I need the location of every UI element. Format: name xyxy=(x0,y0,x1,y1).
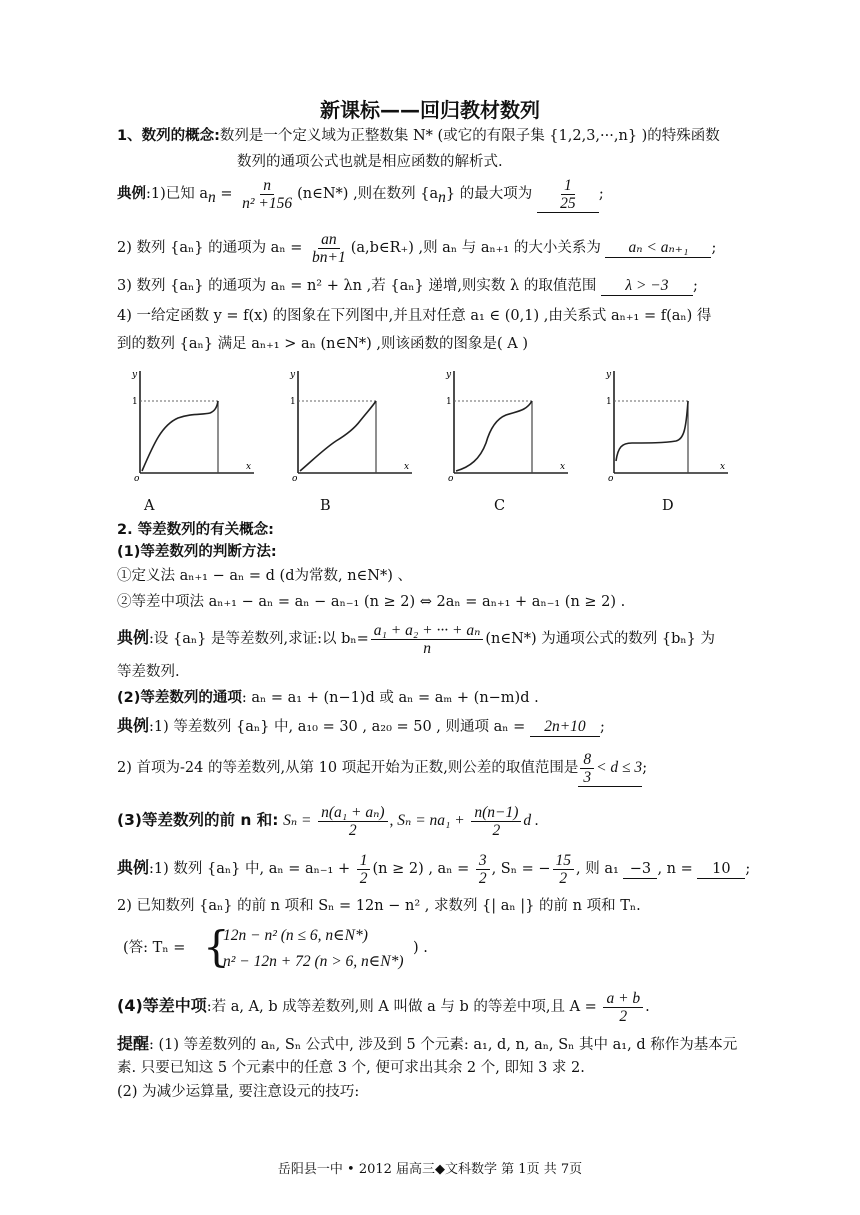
s1-line1 xyxy=(117,126,810,146)
graph-b-one-label: 1 xyxy=(290,397,296,407)
ex3-q2: 2) 已知数列 {aₙ} 的前 n 项和 Sₙ = 12n − n² , 求数列 {| aₙ |} 的前 n 项和 Tₙ. xyxy=(117,898,641,914)
s2-def2: ②等差中项法 aₙ₊₁ − aₙ = aₙ − aₙ₋₁ (n ≥ 2) ⇔ 2aₙ = aₙ₊₁ + aₙ₋₁ (n ≥ 2) . xyxy=(117,594,626,610)
s4-f2-den: 2 xyxy=(492,821,501,839)
graph-b xyxy=(284,363,414,483)
s3-ex-q1-text: :1) 等差数列 {aₙ} 中, a₁₀ = 30 , a₂₀ = 50 , 则通项 aₙ = xyxy=(149,719,526,735)
ex3-half-den: 2 xyxy=(359,869,368,887)
tip-line3: (2) 为减少运算量, 要注意设元的技巧: xyxy=(117,1084,360,1100)
ex3-ans-pre: (答: Tₙ = xyxy=(123,940,186,956)
s4-f1-num: n(a₁ + aₙ) xyxy=(318,804,387,822)
ex3-q1: 典例:1) 数列 {aₙ} 中, aₙ = aₙ₋₁ + $\frac{1}{2}$ (n ≥ 2) , aₙ = $\frac{3}{2}$ , Sₙ = − $\frac{15}{2}$ , 则 a₁ −3 , n = 10 ; xyxy=(117,851,751,887)
ex1-q1-post2: } 的最大项为 xyxy=(445,186,533,202)
s5-sub4: (4)等差中项 xyxy=(117,996,207,1015)
s4-f2: , Sₙ = na₁ + xyxy=(389,812,465,829)
graph-a-label: A xyxy=(144,498,155,514)
graph-c xyxy=(440,363,570,483)
ex3-half-num: 1 xyxy=(357,852,371,870)
s5-frac xyxy=(603,990,643,1025)
tip-text1: : (1) 等差数列的 aₙ, Sₙ 公式中, 涉及到 5 个元素: a₁, d, n, aₙ, Sₙ 其中 a₁, d 称作为基本元 xyxy=(149,1037,738,1053)
s5-line: (4)等差中项:若 a, A, b 成等差数列,则 A 叫做 a 与 b 的等差中项,且 A = $\frac{a + b}{2}$ . xyxy=(117,989,650,1025)
ex3-half xyxy=(357,852,371,887)
ex2-post: (n∈N*) 为通项公式的数列 {bₙ} 为 xyxy=(485,631,716,647)
ex3-case2: n² − 12n + 72 (n > 6, n∈N*) xyxy=(223,953,404,970)
ex3-e-frac xyxy=(553,852,575,887)
tip-line1 xyxy=(117,1034,810,1055)
s3-ex-q2-text: 2) 首项为-24 的等差数列,从第 10 项起开始为正数,则公差的取值范围是 xyxy=(117,760,579,776)
ex3-c-frac xyxy=(476,852,490,887)
s3-ex-label: 典例 xyxy=(117,716,150,735)
s5-num: a + b xyxy=(603,990,643,1008)
tip-label: 提醒 xyxy=(117,1034,150,1053)
graph-b-y-label: y xyxy=(290,370,296,380)
page-title: 新课标——回归教材数列 xyxy=(320,98,540,122)
ex1-q2-answer: aₙ < aₙ₊₁ xyxy=(605,239,711,258)
s4-f2-num: n(n−1) xyxy=(471,804,521,822)
graph-d-one-label: 1 xyxy=(606,397,612,407)
s1-text1: 数列是一个定义域为正整数集 N* (或它的有限子集 {1,2,3,···,n} )的特殊函数 xyxy=(219,128,720,144)
ex3-c-num: 3 xyxy=(476,852,490,870)
ex3-e-den: 2 xyxy=(559,869,568,887)
s3-sub2-text: : aₙ = a₁ + (n−1)d 或 aₙ = aₘ + (n−m)d . xyxy=(241,690,539,706)
ex1-q2-frac xyxy=(309,231,349,266)
ex1-q3-answer: λ > −3 xyxy=(601,277,693,296)
ex1-q2-post: (a,b∈R₊) ,则 aₙ 与 aₙ₊₁ 的大小关系为 xyxy=(350,240,601,256)
s1-text2: 数列的通项公式也就是相应函数的解析式. xyxy=(237,154,503,170)
ex3-e-num: 15 xyxy=(553,852,575,870)
s3-ex-q1-answer: 2n+10 xyxy=(530,718,600,737)
s3-sub2-line xyxy=(117,688,810,708)
ex3-q1-g: , n = xyxy=(657,861,693,877)
s3-sub2: (2)等差数列的通项 xyxy=(117,690,242,706)
ex1-q2-pre: 2) 数列 {aₙ} 的通项为 aₙ = xyxy=(117,240,303,256)
ex1-q3: 3) 数列 {aₙ} 的通项为 aₙ = n² + λn ,若 {aₙ} 递增,则实数 λ 的取值范围 λ > −3 ; xyxy=(117,277,698,294)
ex3-answer-2: 10 xyxy=(697,860,745,879)
ex3-brace: { xyxy=(203,922,230,971)
s3-ex-q2-num: 8 xyxy=(580,751,594,769)
graph-c-origin-label: o xyxy=(448,474,454,483)
graph-d-y-label: y xyxy=(606,370,612,380)
ex1-q4-line2: 到的数列 {aₙ} 满足 aₙ₊₁ > aₙ (n∈N*) ,则该函数的图象是( A ) xyxy=(117,336,529,352)
graph-a-curve xyxy=(142,401,218,471)
s4-line xyxy=(117,798,810,843)
ex3-c-den: 2 xyxy=(478,869,487,887)
s4-f1: Sₙ = xyxy=(283,812,312,829)
graph-d-x-label: x xyxy=(720,462,726,472)
ex3-q1-a: :1) 数列 {aₙ} 中, aₙ = aₙ₋₁ + xyxy=(149,861,351,877)
s4-f2-frac xyxy=(471,804,521,839)
ex2-num: a₁ + a₂ + ··· + aₙ xyxy=(371,622,484,640)
ex1-q1: 典例:1)已知 $a_n$ = $\frac{n}{\text{n² +156}}$ (n∈N*) ,则在数列 $\{a_n\}$ 的最大项为 $\frac{1}{25}$ ; xyxy=(117,176,604,212)
ex1-q2-den: bn+1 xyxy=(311,248,346,266)
ex3-answer-1: −3 xyxy=(623,860,657,879)
ex1-q1-pre: :1)已知 a xyxy=(146,186,209,202)
ex3-q1-b: (n ≥ 2) , aₙ = xyxy=(372,861,470,877)
graph-a-origin-label: o xyxy=(134,474,140,483)
ex2-line2: 等差数列. xyxy=(117,664,180,680)
ex1-q1-post: (n∈N*) ,则在数列 {a xyxy=(297,186,439,202)
ex3-q1-d: , Sₙ = − xyxy=(491,861,551,877)
graph-d-label: D xyxy=(662,498,674,514)
graph-b-label: B xyxy=(320,498,331,514)
graph-c-curve xyxy=(456,401,532,471)
ex3-case1: 12n − n² (n ≤ 6, n∈N*) xyxy=(223,927,368,944)
ex1-label: 典例 xyxy=(117,186,146,202)
ex1-q2-num: an xyxy=(318,231,340,249)
graph-b-origin-label: o xyxy=(292,474,298,483)
ex1-q1-ans-den: 25 xyxy=(560,194,576,212)
s4-f1-den: 2 xyxy=(348,821,357,839)
graph-a xyxy=(126,363,256,483)
graph-c-label: C xyxy=(494,498,506,514)
s2-def1: ①定义法 aₙ₊₁ − aₙ = d (d为常数, n∈N*) 、 xyxy=(117,568,412,584)
ex3-answer-line xyxy=(117,924,810,974)
s4-f1-frac xyxy=(318,804,387,839)
ex2-pre: :设 {aₙ} 是等差数列,求证:以 bₙ= xyxy=(149,631,369,647)
graph-d-origin-label: o xyxy=(608,474,614,483)
ex2-den: n xyxy=(423,639,431,657)
ex1-q1-ans-num: 1 xyxy=(561,177,575,195)
s4-f2-post: d . xyxy=(523,812,539,829)
ex2-line1 xyxy=(117,618,810,659)
graph-b-curve xyxy=(300,401,376,471)
ex1-q1-answer xyxy=(537,177,599,213)
ex1-q1-num: n xyxy=(260,177,274,195)
s5-den: 2 xyxy=(619,1007,628,1025)
s3-ex-q2-answer xyxy=(578,751,642,787)
ex1-q1-frac xyxy=(239,177,295,212)
graph-a-y-label: y xyxy=(132,370,138,380)
graph-a-x-label: x xyxy=(246,462,252,472)
graph-d-curve xyxy=(616,401,688,461)
ex1-q1-den: n² +156 xyxy=(242,194,293,212)
graph-a-one-label: 1 xyxy=(132,397,138,407)
s3-ex-q2: 2) 首项为-24 的等差数列,从第 10 项起开始为正数,则公差的取值范围是 $\frac{8}{3}$ < d ≤ 3; xyxy=(117,750,648,786)
graph-c-one-label: 1 xyxy=(446,397,452,407)
graph-c-y-label: y xyxy=(446,370,452,380)
ex3-ans-post: ) . xyxy=(413,940,428,956)
s3-ex-q1: 典例:1) 等差数列 {aₙ} 中, a₁₀ = 30 , a₂₀ = 50 , 则通项 aₙ = 2n+10 ; xyxy=(117,716,605,735)
graph-c-x-label: x xyxy=(560,462,566,472)
graph-b-x-label: x xyxy=(404,462,410,472)
ex3-q1-f: , 则 a₁ xyxy=(576,861,619,877)
ex2-frac xyxy=(371,622,484,657)
graph-d xyxy=(600,363,730,483)
ex1-q3-text: 3) 数列 {aₙ} 的通项为 aₙ = n² + λn ,若 {aₙ} 递增,则实数 λ 的取值范围 xyxy=(117,278,597,294)
ex1-q4-line1: 4) 一给定函数 y = f(x) 的图象在下列图中,并且对任意 a₁ ∈ (0,1) ,由关系式 aₙ₊₁ = f(aₙ) 得 xyxy=(117,308,712,324)
page-footer: 岳阳县一中 • 2012 届高三◆文科数学 第 1页 共 7页 xyxy=(277,1162,583,1177)
s3-ex-q2-den: 3 xyxy=(583,768,592,786)
ex1-q2: 2) 数列 {aₙ} 的通项为 aₙ = $\frac{an}{bn+1}$ (a,b∈R₊) ,则 aₙ 与 aₙ₊₁ 的大小关系为 aₙ < aₙ₊₁ ; xyxy=(117,230,717,266)
tip-line2: 素. 只要已知这 5 个元素中的任意 3 个, 便可求出其余 2 个, 即知 3 求 2. xyxy=(117,1060,585,1076)
s4-sub3: (3)等差数列的前 n 和: xyxy=(117,811,279,829)
s2-heading: 2. 等差数列的有关概念: xyxy=(117,522,274,538)
ex2-label: 典例 xyxy=(117,628,150,647)
s5-text: :若 a, A, b 成等差数列,则 A 叫做 a 与 b 的等差中项,且 A = xyxy=(206,999,597,1015)
s3-ex-q2-ans: < d ≤ 3 xyxy=(596,759,643,776)
s1-heading: 1、数列的概念: xyxy=(117,128,220,144)
ex3-label: 典例 xyxy=(117,858,150,877)
s2-sub1: (1)等差数列的判断方法: xyxy=(117,544,277,560)
